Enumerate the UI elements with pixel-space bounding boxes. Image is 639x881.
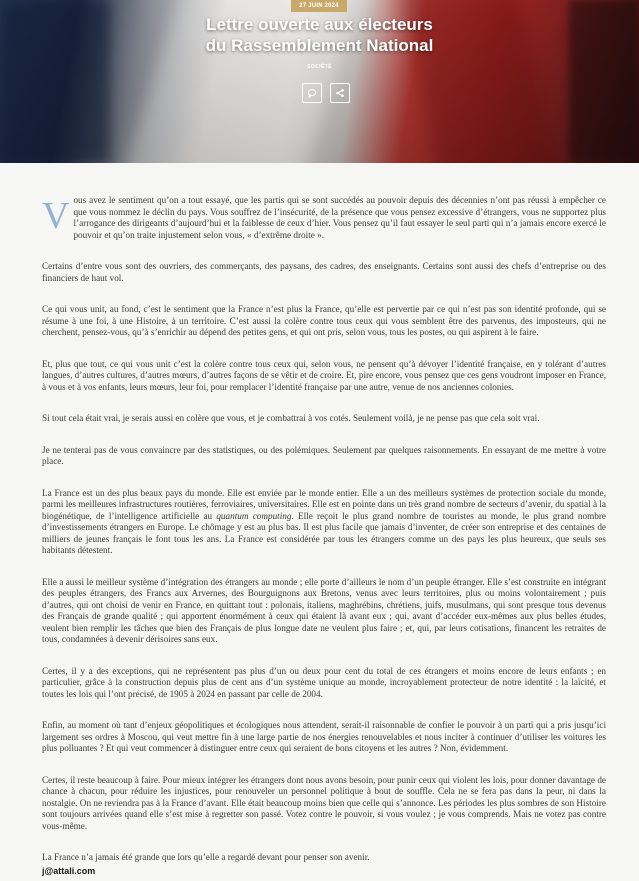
paragraph-1-text: ous avez le sentiment qu’on a tout essayé, que les partis qui se sont succédés au pouvoir depuis des décennies n’ont pas réussi à empêcher ce que vous nommez le déclin du pays. Vous souffrez de l’insécurité, de la présence que vous pensez excessive d’étrangers, vous ne supportez plus l’arrogance des dirigeants d’aujourd’hui et la faiblesse de ceux d’hier. Vous pensez qu’il faut essayer le seul parti qui n’a jamais encore exercé le pouvoir et qu’on traite injustement selon vous, « d’extrême droite ». (73, 195, 606, 240)
paragraph-12: La France n’a jamais été grande que lors qu’elle a regardé devant pour penser son avenir. (42, 852, 370, 862)
author-email-link[interactable]: j@attali.com (42, 866, 96, 876)
paragraph-10: Enfin, au moment où tant d’enjeux géopolitiques et écologiques nous attendent, serait-il raisonnable de confier le pouvoir à un parti qui a pris jusqu’ici largement ses ordres à Moscou, qui veut mettre fin à une large partie de nos énergies renouvelables et nous inciter à continuer d’utiliser les voitures les plus polluantes ? Et qui veut commencer à distinguer entre ceux qui seraient de bons citoyens et les autres ? Non, évidemment. (42, 720, 606, 753)
share-button[interactable] (330, 83, 350, 103)
category-link[interactable]: SOCIÉTÉ (307, 64, 332, 70)
paragraph-5: Si tout cela était vrai, je serais aussi en colère que vous, et je combattrai à vos cotés. Seulement voilà, je ne pense pas que cela soit vrai. (42, 413, 540, 423)
paragraph-6: Je ne tenterai pas de vous convaincre par des statistiques, ou des polémiques. Seulement par quelques raisonnements. En essayant de me mettre à votre place. (42, 444, 606, 466)
comment-icon (307, 88, 317, 98)
page-title-line2: du Rassemblement National (205, 36, 434, 55)
date-badge: 27 JUIN 2024 (291, 0, 347, 12)
page-title (0, 14, 639, 56)
paragraph-7 (42, 488, 606, 557)
paragraph-7-text-b: . Elle reçoit le plus grand nombre de touristes au monde, le plus grand nombre d’investissements étrangers en Europe. Le chômage y est au plus bas. Il est plus facile que jamais d’inventer, de créer son entreprise et des centaines de milliers de jeunes français le font tous les ans. La France est considérée par tous les étrangers comme un des pays les plus heureux, que seuls ses habitants détestent. (42, 510, 606, 555)
paragraph-8: Elle a aussi le meilleur système d’intégration des étrangers au monde ; elle porte d’ailleurs le nom d’un peuple étranger. Elle s’est construite en intégrant des peuples étrangers, des Francs aux Arvernes, des Bourguignons aux Bretons, venus avec leurs territoires, plus ou moins volontairement ; puis d’autres, qui ont choisi de venir en France, en quittant tout : polonais, italiens, maghrébins, chrétiens, juifs, musulmans, qui sont presque tous devenus des Français de grande qualité ; qui apportent énormément à ceux qui étaient là avant eux ; qui, avant d’accéder eux-mêmes aux plus belles études, veulent bien remplir les tâches que bien des Français de plus longue date ne veulent plus faire ; et, qui, par leurs cotisations, financent les retraites de tous, condamnées à devenir dérisoires sans eux. (42, 576, 606, 644)
share-icon (335, 88, 345, 98)
paragraph-4: Et, plus que tout, ce qui vous unit c’est la colère contre tous ceux qui, selon vous, ne pensent qu’à dévoyer l’identité française, en y tolérant d’autres langues, d’autres cultures, d’autres mœurs, d’autres façons de se vêtir et de croire. Et, pire encore, vous pensez que ces gens voudront imposer en France, à vous et à vos enfants, leurs mœurs, leur foi, pour remplacer l’identité française par une autre, venue de nos anciennes colonies. (42, 358, 606, 392)
paragraph-9: Certes, il y a des exceptions, qui ne représentent pas plus d’un ou deux pour cent du total de ces étrangers et moins encore de leurs enfants ; en particulier, grâce à la construction depuis plus de cent ans d’un système unique au monde, incroyablement protecteur de notre identité : la laïcité, et toutes les lois qui l’ont précisé, de 1905 à 2024 en passant par celle de 2004. (42, 665, 606, 699)
paragraph-3: Ce qui vous unit, au fond, c’est le sentiment que la France n’est plus la France, qu’elle est pervertie par ce qui n’est pas son identité profonde, qui se résume à une foi, à une Histoire, à un territoire. C’est aussi la colère contre tous ceux qui vous semblent être des parvenus, des imposteurs, qui ne cherchent, pensez-vous, qu’à s’enrichir au dépend des petites gens, et qui ont pris, selon vous, tous les postes, ou qui aspirent à le faire. (42, 304, 606, 337)
paragraph-2: Certains d’entre vous sont des ouvriers, des commerçants, des paysans, des cadres, des enseignants. Certains sont aussi des chefs d’entreprise ou des financiers de haut vol. (42, 261, 606, 283)
page-title-line1: Lettre ouverte aux électeurs (206, 15, 433, 34)
paragraph-1 (42, 193, 606, 241)
paragraph-7-emphasis: quantum computing (216, 510, 292, 521)
paragraph-11: Certes, il reste beaucoup à faire. Pour mieux intégrer les étrangers dont nous avons besoin, pour punir ceux qui violent les lois, pour donner davantage de chance à chacun, pour réduire les injustices, pour renouveler un personnel politique à bout de souffle. Cela ne se fera pas dans la peur, ni dans la nostalgie. On ne reviendra pas à la France d’avant. Elle était beaucoup moins bien que celle qui s’annonce. Les périodes les plus sombres de son Histoire sont toujours arrivées quand elle s’est mise à regretter son passé. Votez contre le pouvoir, si vous voulez ; je vous comprends. Mais ne votez pas contre vous-même. (42, 774, 606, 831)
paragraph-7-text-a: La France est un des plus beaux pays du monde. Elle est enviée par le monde entier. Elle a un des meilleurs systèmes de protection sociale du monde, parmi les meilleures infrastructures routières, ferroviaires, universitaires. Elle est en pointe dans un très grand nombre de secteurs d’avenir, du spatial à la biogénétique, de l’intelligence artificielle au (42, 487, 606, 521)
action-icons (302, 83, 350, 103)
hero-banner (0, 0, 639, 163)
comment-button[interactable] (302, 83, 322, 103)
article-body (42, 163, 606, 864)
drop-cap: V (42, 195, 70, 237)
